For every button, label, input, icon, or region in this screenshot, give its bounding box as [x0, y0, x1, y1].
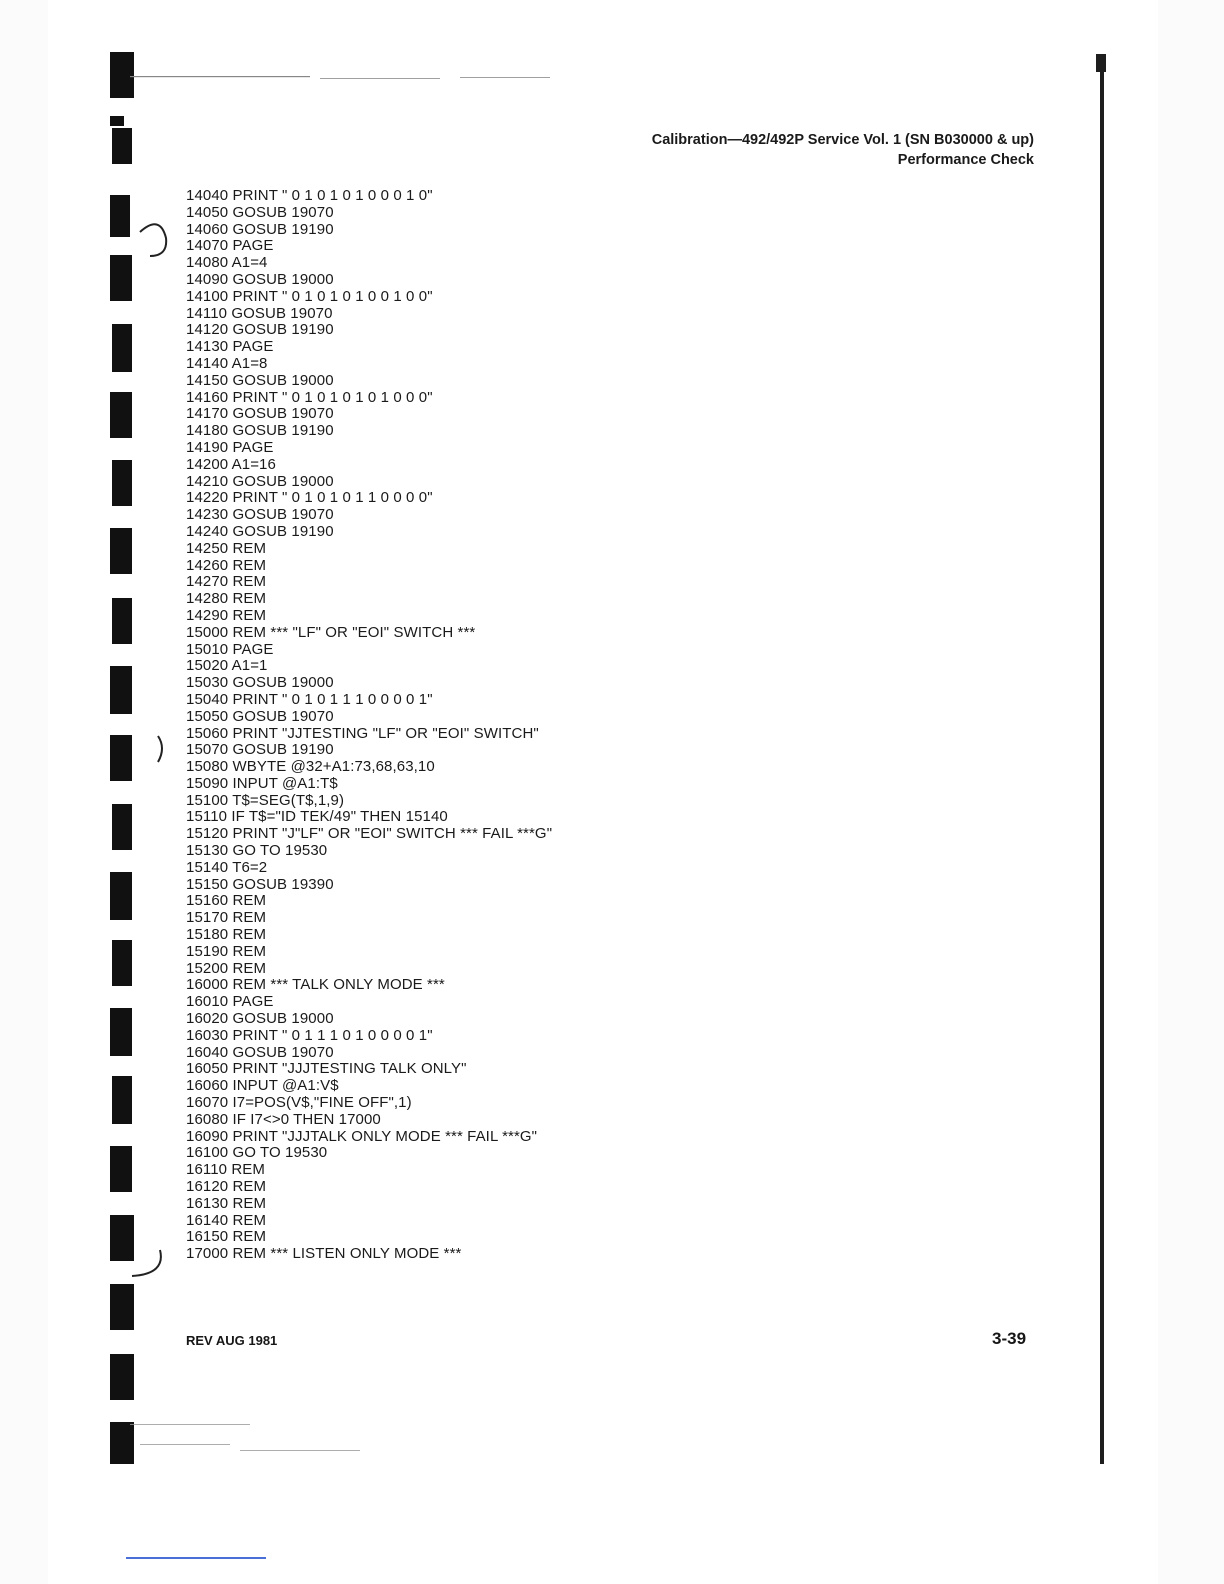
- scan-noise-bottom: [130, 1420, 410, 1460]
- code-line: 15020 A1=1: [186, 657, 268, 675]
- code-line: 14260 REM: [186, 556, 267, 574]
- code-line: 15030 GOSUB 19000: [186, 674, 334, 692]
- code-line: 16110 REM: [186, 1161, 265, 1179]
- code-line: 16010 PAGE: [186, 993, 274, 1011]
- page-header: [652, 130, 1034, 170]
- code-line: 14280 REM: [186, 590, 267, 608]
- code-line: 15110 IF T$="ID TEK/49" THEN 15140: [186, 808, 448, 826]
- code-line: 15070 GOSUB 19190: [186, 741, 334, 759]
- code-line: 14190 PAGE: [186, 438, 274, 456]
- code-line: 15060 PRINT "JJTESTING "LF" OR "EOI" SWITCH": [186, 724, 539, 742]
- code-line: 15120 PRINT "J"LF" OR "EOI" SWITCH *** FAIL ***G": [186, 825, 553, 843]
- code-line: 16020 GOSUB 19000: [186, 1010, 334, 1028]
- code-line: 14250 REM: [186, 539, 267, 557]
- scan-artifact-line: [126, 1557, 266, 1559]
- code-line: 15150 GOSUB 19390: [186, 875, 334, 893]
- code-line: 16080 IF I7<>0 THEN 17000: [186, 1110, 381, 1128]
- code-line: 15010 PAGE: [186, 640, 274, 658]
- code-line: 16120 REM: [186, 1178, 267, 1196]
- code-line: 14090 GOSUB 19000: [186, 270, 334, 288]
- scan-noise-top: [130, 62, 650, 84]
- code-line: 14040 PRINT " 0 1 0 1 0 1 0 0 0 1 0": [186, 187, 433, 204]
- code-line: 16050 PRINT "JJJTESTING TALK ONLY": [186, 1060, 467, 1078]
- code-line: 15040 PRINT " 0 1 0 1 1 1 0 0 0 0 1": [186, 690, 433, 708]
- code-line: 14180 GOSUB 19190: [186, 422, 334, 440]
- code-line: 14150 GOSUB 19000: [186, 371, 334, 389]
- code-line: 15130 GO TO 19530: [186, 842, 328, 860]
- code-line: 15200 REM: [186, 959, 267, 977]
- basic-program-listing: [186, 188, 552, 1263]
- code-line: 14080 A1=4: [186, 254, 268, 272]
- code-line: 14100 PRINT " 0 1 0 1 0 1 0 0 1 0 0": [186, 287, 433, 305]
- code-line: 16140 REM: [186, 1211, 267, 1229]
- revision-date: REV AUG 1981: [186, 1333, 278, 1348]
- code-line: 16030 PRINT " 0 1 1 1 0 1 0 0 0 0 1": [186, 1026, 433, 1044]
- code-line: 16150 REM: [186, 1228, 267, 1246]
- header-title: Calibration—492/492P Service Vol. 1 (SN B030000 & up): [651, 132, 1034, 148]
- code-line: 16090 PRINT "JJJTALK ONLY MODE *** FAIL ***G": [186, 1127, 538, 1145]
- code-line: 14270 REM: [186, 573, 267, 591]
- code-line: 14060 GOSUB 19190: [186, 220, 334, 238]
- code-line: 15000 REM *** "LF" OR "EOI" SWITCH ***: [186, 623, 476, 641]
- code-line: 14200 A1=16: [186, 455, 276, 473]
- code-line: 16100 GO TO 19530: [186, 1144, 328, 1162]
- code-line: 16000 REM *** TALK ONLY MODE ***: [186, 976, 445, 994]
- code-line: 15190 REM: [186, 942, 267, 960]
- right-margin-rule: [1100, 56, 1104, 1464]
- code-line: 17000 REM *** LISTEN ONLY MODE ***: [186, 1245, 462, 1263]
- code-line: 14230 GOSUB 19070: [186, 506, 334, 524]
- header-subtitle: Performance Check: [897, 152, 1034, 168]
- code-line: 14070 PAGE: [186, 237, 274, 255]
- code-line: 14220 PRINT " 0 1 0 1 0 1 1 0 0 0 0": [186, 489, 433, 507]
- page-number: 3-39: [992, 1329, 1027, 1348]
- code-line: 15050 GOSUB 19070: [186, 707, 334, 725]
- code-line: 15180 REM: [186, 926, 267, 944]
- code-line: 15140 T6=2: [186, 858, 268, 876]
- code-line: 15170 REM: [186, 909, 267, 927]
- code-line: 14210 GOSUB 19000: [186, 472, 334, 490]
- code-line: 14170 GOSUB 19070: [186, 405, 334, 423]
- code-line: 15080 WBYTE @32+A1:73,68,63,10: [186, 758, 435, 776]
- code-line: 14240 GOSUB 19190: [186, 522, 334, 540]
- code-line: 16130 REM: [186, 1194, 267, 1212]
- code-line: 15160 REM: [186, 892, 267, 910]
- code-line: 14110 GOSUB 19070: [186, 304, 333, 322]
- code-line: 14290 REM: [186, 606, 267, 624]
- code-line: 15100 T$=SEG(T$,1,9): [186, 791, 345, 809]
- code-line: 16060 INPUT @A1:V$: [186, 1077, 339, 1095]
- code-line: 14160 PRINT " 0 1 0 1 0 1 0 1 0 0 0": [186, 388, 433, 406]
- code-line: 16040 GOSUB 19070: [186, 1043, 334, 1061]
- code-line: 15090 INPUT @A1:T$: [186, 774, 338, 792]
- binder-margin: [0, 0, 180, 1584]
- code-line: 14140 A1=8: [186, 354, 268, 372]
- code-line: 14120 GOSUB 19190: [186, 321, 334, 339]
- code-line: 16070 I7=POS(V$,"FINE OFF",1): [186, 1094, 412, 1112]
- code-line: 14130 PAGE: [186, 338, 274, 356]
- code-line: 14050 GOSUB 19070: [186, 203, 334, 221]
